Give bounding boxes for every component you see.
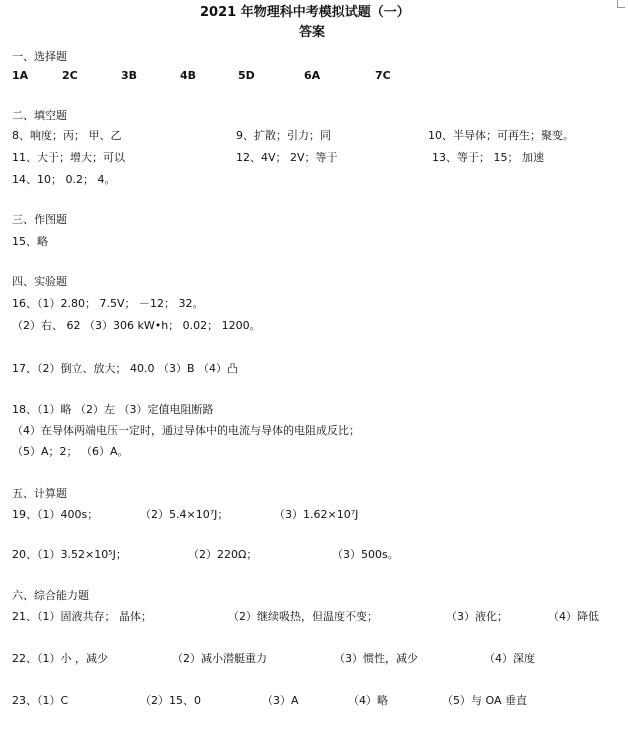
answer-20-part3: （3）500s。 (332, 548, 399, 561)
page-title: 2021 年物理科中考模拟试题（一） (200, 5, 410, 20)
section-heading-fill: 二、填空题 (12, 109, 67, 122)
answer-22-part2: （2）减小潜艇重力 (172, 652, 267, 665)
choice-answer: 1A (12, 69, 29, 82)
answer-16-line2: （2）右、 62 （3）306 kW•h； 0.02； 1200。 (12, 319, 261, 332)
answer-18-line1: 18、（1）略 （2）左 （3）定值电阻断路 (12, 403, 214, 416)
page-subtitle: 答案 (299, 25, 326, 40)
answer-20-part2: （2）220Ω； (188, 548, 258, 561)
answer-19-part2: （2）5.4×10⁷J； (140, 508, 229, 521)
answer-18-line2: （4）在导体两端电压一定时，通过导体中的电流与导体的电阻成反比； (12, 424, 360, 437)
page-corner-mark (617, 0, 625, 8)
answer-23-part1: 23、（1）C (12, 694, 69, 707)
answer-23-part3: （3）A (262, 694, 299, 707)
answer-8: 8、响度；丙； 甲、乙 (12, 129, 122, 142)
answer-10: 10、半导体；可再生；聚变。 (428, 129, 574, 142)
choice-answer: 3B (121, 69, 138, 82)
answer-12: 12、4V； 2V；等于 (236, 151, 338, 164)
answer-23-part4: （4）略 (348, 694, 388, 707)
answer-22-part3: （3）惯性，减少 (334, 652, 418, 665)
choice-answer: 2C (62, 69, 78, 82)
answer-21-part4: （4）降低 (548, 610, 599, 623)
section-heading-choice: 一、选择题 (12, 50, 67, 63)
answer-19-part3: （3）1.62×10⁷J (274, 508, 359, 521)
answer-23-part2: （2）15、0 (140, 694, 201, 707)
section-heading-calculation: 五、计算题 (12, 487, 67, 500)
section-heading-drawing: 三、作图题 (12, 213, 67, 226)
answer-20-part1: 20、（1）3.52×10⁵J； (12, 548, 127, 561)
answer-19-part1: 19、（1）400s； (12, 508, 99, 521)
answer-21-part3: （3）液化； (446, 610, 508, 623)
answer-14: 14、10； 0.2； 4。 (12, 173, 116, 186)
section-heading-experiment: 四、实验题 (12, 275, 67, 288)
answer-16-line1: 16、（1）2.80； 7.5V； －12； 32。 (12, 297, 204, 310)
choice-answer: 4B (180, 69, 197, 82)
answer-21-part2: （2）继续吸热，但温度不变； (228, 610, 378, 623)
answer-23-part5: （5）与 OA 垂直 (442, 694, 527, 707)
choice-answer: 6A (304, 69, 321, 82)
answer-17: 17、（2）倒立、放大； 40.0 （3）B （4）凸 (12, 362, 239, 375)
answer-18-line3: （5）A；2； （6）A。 (12, 445, 129, 458)
answer-15: 15、略 (12, 235, 48, 248)
answer-22-part1: 22、（1）小 ，减少 (12, 652, 108, 665)
answer-21-part1: 21、（1）固液共存； 晶体； (12, 610, 152, 623)
section-heading-comprehensive: 六、综合能力题 (12, 589, 89, 602)
choice-answer: 7C (375, 69, 391, 82)
answer-9: 9、扩散；引力；同 (236, 129, 331, 142)
choice-answer: 5D (238, 69, 255, 82)
answer-11: 11、大于；增大；可以 (12, 151, 125, 164)
answer-13: 13、等于； 15； 加速 (432, 151, 544, 164)
answer-22-part4: （4）深度 (484, 652, 535, 665)
